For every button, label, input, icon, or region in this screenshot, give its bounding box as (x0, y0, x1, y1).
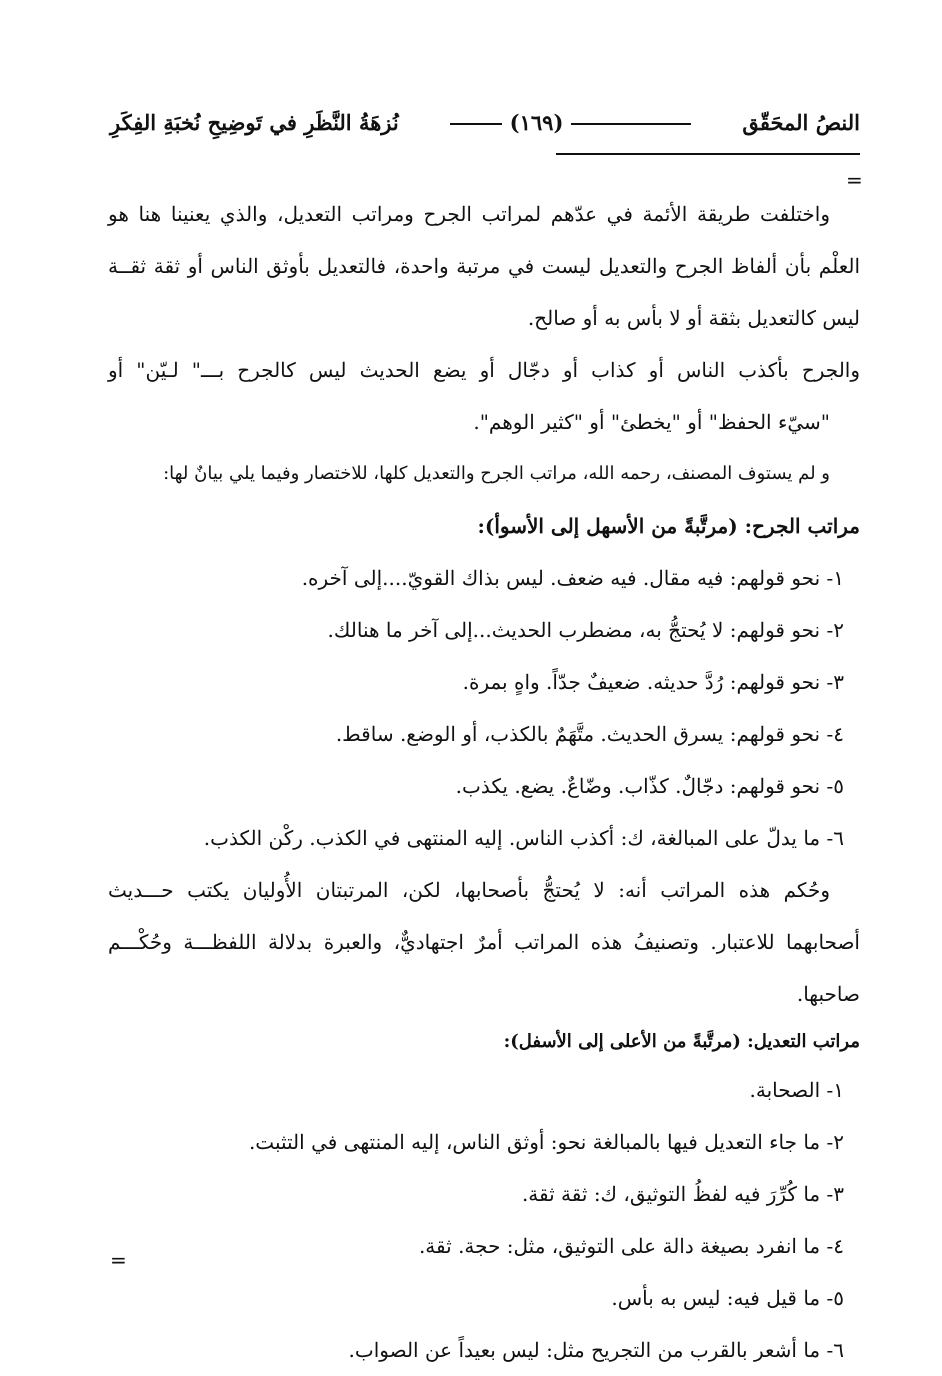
page-number: (١٦٩) (509, 109, 564, 135)
jarh-item: ٦- ما يدلّ على المبالغة، ك: أكذب الناس. إليه المنتهى في الكذب. ركْن الكذب. (203, 826, 844, 850)
jarh-ruling-line: صاحبها. (796, 982, 860, 1006)
jarh-item: ٥- نحو قولهم: دجّالٌ. كذّاب. وضّاعٌ. يضع. يكذب. (455, 774, 844, 798)
intro-line: و لم يستوف المصنف، رحمه الله، مراتب الجرح والتعديل كلها، للاختصار وفيما يلي بيانٌ لها: (163, 463, 830, 484)
intro-line: العلْم بأن ألفاظ الجرح والتعديل ليست في مرتبة واحدة، فالتعديل بأوثق الناس أو ثقة ثقــة (108, 254, 860, 278)
header-dash-right (571, 123, 691, 125)
tadil-item: ١- الصحابة. (749, 1078, 844, 1102)
tadil-heading: مراتب التعديل: (مرتَّبةً من الأعلى إلى الأسفل): (503, 1031, 860, 1052)
tadil-item: ٥- ما قيل فيه: ليس به بأس. (611, 1286, 844, 1310)
jarh-item: ٣- نحو قولهم: رُدَّ حديثه. ضعيفٌ جدّاً. واهٍ بمرة. (462, 670, 844, 694)
header-rule (556, 153, 860, 155)
running-header (110, 104, 860, 140)
tadil-item: ٦- ما أشعر بالقرب من التجريح مثل: ليس بعيداً عن الصواب. (348, 1338, 844, 1362)
page-body (108, 188, 860, 1376)
intro-line: ليس كالتعديل بثقة أو لا بأس به أو صالح. (527, 306, 860, 330)
jarh-item: ١- نحو قولهم: فيه مقال. فيه ضعف. ليس بذاك القويّ....إلى آخره. (301, 566, 844, 590)
header-book-section: النصُ المحَقّق (742, 109, 860, 135)
intro-line: والجرح بأكذب الناس أو كذاب أو دجّال أو يضع الحديث ليس كالجرح بـــ" لـيّن" أو (108, 358, 860, 382)
header-dash-left (450, 123, 502, 125)
jarh-heading: مراتب الجرح: (مرتَّبةً من الأسهل إلى الأسوأ): (477, 514, 860, 538)
jarh-ruling-line: وحُكم هذه المراتب أنه: لا يُحتجُّ بأصحابها، لكن، المرتبتان الأُوليان يكتب حـــديث (108, 878, 830, 902)
continuation-marker-top: = (846, 168, 863, 192)
jarh-item: ٤- نحو قولهم: يسرق الحديث. متَّهَمٌ بالكذب، أو الوضع. ساقط. (335, 722, 844, 746)
jarh-item: ٢- نحو قولهم: لا يُحتجُّ به، مضطرب الحديث...إلى آخر ما هنالك. (327, 618, 844, 642)
header-book-title: نُزهَةُ النَّظَرِ في تَوضِيحِ نُخبَةِ الفِكَرِ (110, 109, 399, 135)
intro-line: واختلفت طريقة الأئمة في عدّهم لمراتب الجرح ومراتب التعديل، والذي يعنينا هنا هو (108, 202, 830, 226)
jarh-ruling-line: أصحابهما للاعتبار. وتصنيفُ هذه المراتب أمرٌ اجتهاديٌّ، والعبرة بدلالة اللفظـــة وحُكْـــم (108, 930, 860, 954)
header-center (442, 110, 700, 135)
tadil-item: ٣- ما كُرِّرَ فيه لفظُ التوثيق، ك: ثقة ثقة. (521, 1182, 844, 1206)
intro-line: "سيّء الحفظ" أو "يخطئ" أو "كثير الوهم". (473, 410, 830, 434)
tadil-item: ٢- ما جاء التعديل فيها بالمبالغة نحو: أوثق الناس، إليه المنتهى في التثبت. (248, 1130, 844, 1154)
tadil-item: ٤- ما انفرد بصيغة دالة على التوثيق، مثل: حجة. ثقة. (418, 1234, 844, 1258)
continuation-marker-bottom: = (110, 1248, 127, 1272)
